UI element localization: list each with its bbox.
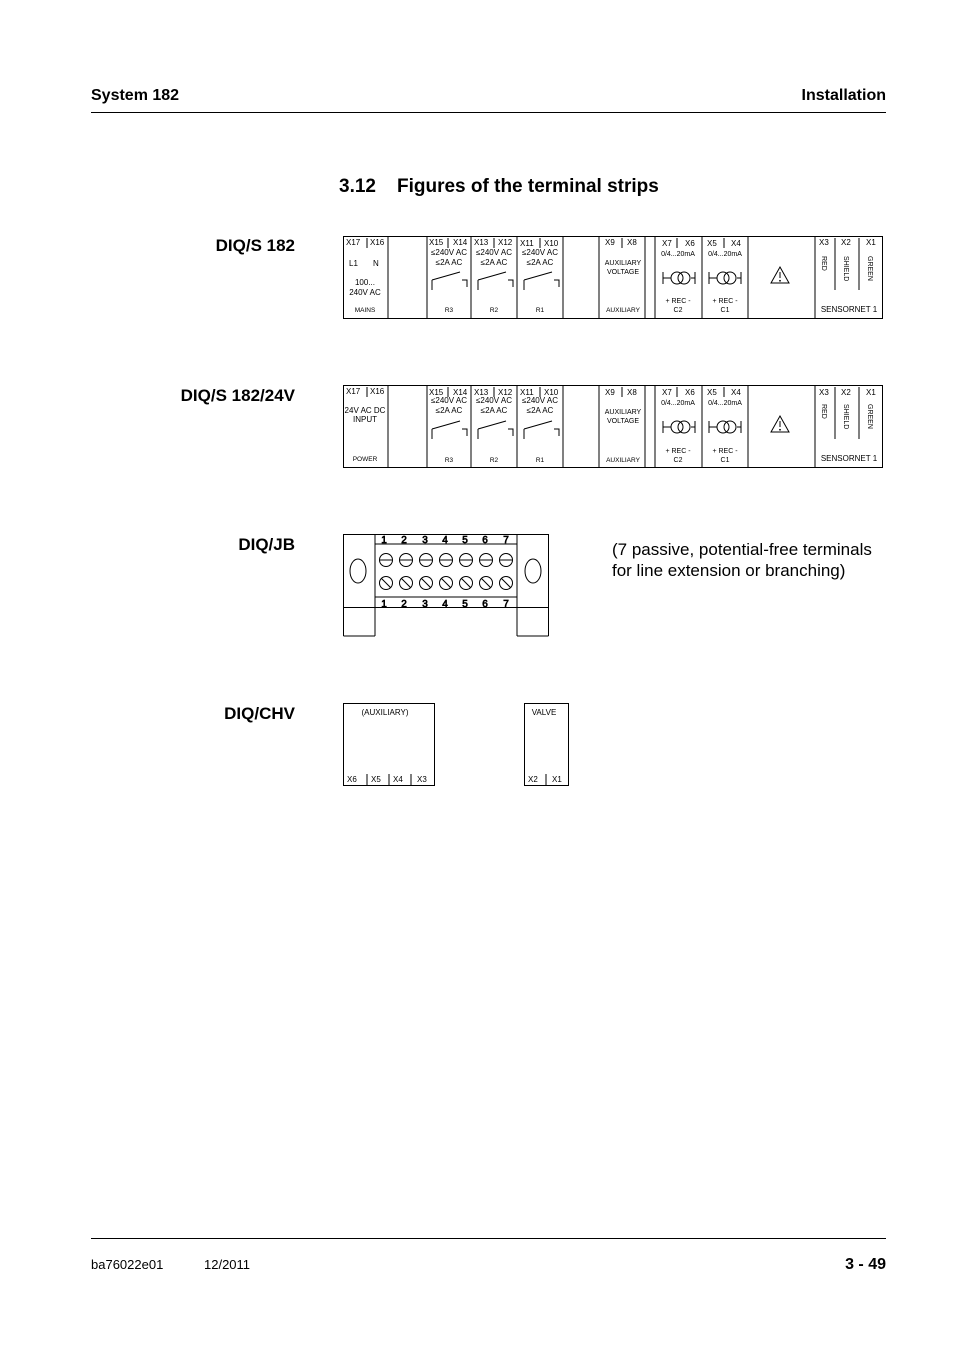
- s182-current-c2-range: 0/4...20mA: [661, 251, 695, 258]
- jb-top-terminal-2: 2: [401, 535, 407, 546]
- s182-current-c2-rec: + REC -: [665, 298, 691, 305]
- jb-note: [612, 539, 912, 581]
- s182-relay-r1-name: R1: [535, 307, 545, 314]
- s182-current-c1-range: 0/4...20mA: [708, 251, 742, 258]
- s24-sensornet-t3: X3: [819, 388, 829, 397]
- jb-top-terminal-7: 7: [503, 535, 509, 546]
- jb-bottom-terminal-5: 5: [462, 599, 468, 610]
- s24-current-c2-name: C2: [673, 457, 683, 464]
- s24-current-c1-name: C1: [720, 457, 730, 464]
- s182-sensornet-group: SENSORNET 1: [820, 305, 878, 314]
- s182-sensornet-t1: X1: [866, 238, 876, 247]
- s182-relay-r2-name: R2: [489, 307, 499, 314]
- jb-bottom-terminal-6: 6: [482, 599, 488, 610]
- jb-bottom-terminal-3: 3: [422, 599, 428, 610]
- s24-relay-r1-name: R1: [535, 457, 545, 464]
- s182-power-t2: X16: [370, 238, 385, 247]
- footer-date: 12/2011: [204, 1257, 251, 1272]
- s182-current-c2-name: C2: [673, 307, 683, 314]
- chv-valve-title: VALVE: [531, 708, 557, 717]
- s24-relay-r2-current: ≤2A AC: [480, 406, 508, 415]
- s24-sensornet-t1: X1: [866, 388, 876, 397]
- s182-sensornet-red: RED: [820, 256, 827, 271]
- jb-top-terminal-3: 3: [422, 535, 428, 546]
- s24-aux-group: AUXILIARY: [606, 457, 640, 464]
- s24-power-t2: X16: [370, 387, 385, 396]
- s24-relay-r1-voltage: ≤240V AC: [522, 396, 558, 405]
- s24-power-line1: 24V AC DC: [344, 406, 386, 415]
- s24-relay-r1-tb: X10: [544, 388, 559, 397]
- chv-aux-title: (AUXILIARY): [361, 708, 409, 717]
- jb-bottom-terminal-7: 7: [503, 599, 509, 610]
- s24-current-c2-ta: X7: [662, 388, 672, 397]
- s24-sensornet-group: SENSORNET 1: [820, 454, 878, 463]
- section-title-text: Figures of the terminal strips: [397, 176, 659, 197]
- jb-bottom-terminal-2: 2: [401, 599, 407, 610]
- header-left: System 182: [91, 87, 180, 104]
- terminal-strip-s182-24v: [343, 385, 884, 469]
- s182-relay-r2-tb: X12: [498, 238, 513, 247]
- s24-power-line2: INPUT: [353, 415, 377, 424]
- s24-aux-line1: AUXILIARY: [604, 409, 642, 416]
- s182-relay-r1-ta: X11: [520, 239, 534, 248]
- s24-sensornet-green: GREEN: [866, 404, 873, 429]
- jb-note-line2: for line extension or branching): [612, 561, 846, 580]
- page-number: 3 - 49: [845, 1256, 886, 1273]
- device-label-s182: DIQ/S 182: [215, 236, 295, 255]
- s182-aux-t2: X8: [627, 238, 637, 247]
- s24-aux-line2: VOLTAGE: [606, 418, 640, 425]
- s24-aux-t2: X8: [627, 388, 637, 397]
- s182-aux-line1: AUXILIARY: [604, 260, 642, 267]
- s182-power-n: N: [373, 259, 379, 268]
- s24-relay-r1-current: ≤2A AC: [526, 406, 554, 415]
- s182-relay-r1-current: ≤2A AC: [526, 258, 554, 267]
- jb-top-terminal-6: 6: [482, 535, 488, 546]
- s182-relay-r2-current: ≤2A AC: [480, 258, 508, 267]
- chv-aux-terminal-x4: X4: [393, 775, 403, 784]
- s182-relay-r3-voltage: ≤240V AC: [431, 248, 467, 257]
- s182-power-spec1: 100...: [354, 278, 376, 287]
- s24-relay-r3-current: ≤2A AC: [435, 406, 463, 415]
- s182-aux-line2: VOLTAGE: [606, 269, 640, 276]
- s24-aux-t1: X9: [605, 388, 615, 397]
- s24-relay-r2-ta: X13: [474, 388, 489, 397]
- s182-aux-group: AUXILIARY: [606, 307, 640, 314]
- s24-sensornet-red: RED: [820, 404, 827, 419]
- s24-relay-r3-tb: X14: [453, 388, 468, 397]
- device-label-chv: DIQ/CHV: [224, 704, 295, 723]
- s182-power-l1: L1: [349, 259, 358, 268]
- s182-sensornet-shield: SHIELD: [842, 256, 849, 282]
- section-title: [339, 176, 659, 198]
- s182-relay-r2-ta: X13: [474, 238, 489, 247]
- s182-relay-r3-name: R3: [444, 307, 454, 314]
- s24-current-c1-rec: + REC -: [712, 448, 738, 455]
- jb-top-terminal-5: 5: [462, 535, 468, 546]
- s24-relay-r3-voltage: ≤240V AC: [431, 396, 467, 405]
- s182-power-t1: X17: [346, 238, 361, 247]
- chv-aux-terminal-x3: X3: [417, 775, 427, 784]
- s24-current-c2-range: 0/4...20mA: [661, 400, 695, 407]
- jb-note-line1: (7 passive, potential-free terminals: [612, 540, 872, 559]
- s182-current-c1-ta: X5: [707, 239, 717, 248]
- s182-current-c1-rec: + REC -: [712, 298, 738, 305]
- s24-relay-r2-voltage: ≤240V AC: [476, 396, 512, 405]
- chv-valve-terminal-x1: X1: [552, 775, 562, 784]
- s182-sensornet-green: GREEN: [866, 256, 873, 281]
- chv-aux-terminal-x6: X6: [347, 775, 357, 784]
- s24-relay-r3-name: R3: [444, 457, 454, 464]
- s182-relay-r2-voltage: ≤240V AC: [476, 248, 512, 257]
- s182-current-c2-ta: X7: [662, 239, 672, 248]
- jb-bottom-terminal-1: 1: [381, 599, 387, 610]
- chv-valve-terminal-x2: X2: [528, 775, 538, 784]
- s182-relay-r3-current: ≤2A AC: [435, 258, 463, 267]
- jb-top-terminal-4: 4: [442, 535, 448, 546]
- s182-current-c1-tb: X4: [731, 239, 741, 248]
- footer-doc-number: ba76022e01: [91, 1257, 164, 1272]
- chv-aux-terminal-x5: X5: [371, 775, 381, 784]
- footer-rule: [91, 1238, 886, 1239]
- device-label-jb: DIQ/JB: [238, 535, 295, 554]
- section-number: 3.12: [339, 176, 376, 197]
- s24-relay-r1-ta: X11: [520, 388, 534, 397]
- jb-bottom-terminal-4: 4: [442, 599, 448, 610]
- header-right: Installation: [801, 87, 886, 104]
- s182-relay-r1-voltage: ≤240V AC: [522, 248, 558, 257]
- s182-aux-t1: X9: [605, 238, 615, 247]
- s182-current-c1-name: C1: [720, 307, 730, 314]
- s182-current-c2-tb: X6: [685, 239, 695, 248]
- s24-power-t1: X17: [346, 387, 361, 396]
- s182-sensornet-t3: X3: [819, 238, 829, 247]
- s24-current-c1-tb: X4: [731, 388, 741, 397]
- s24-relay-r3-ta: X15: [429, 388, 444, 397]
- s24-relay-r2-tb: X12: [498, 388, 513, 397]
- s24-power-group: POWER: [352, 456, 378, 463]
- s24-current-c2-rec: + REC -: [665, 448, 691, 455]
- header-rule: [91, 112, 886, 113]
- terminal-strip-chv: [343, 703, 571, 789]
- junction-box-jb: [343, 534, 550, 638]
- s182-power-group: MAINS: [354, 307, 376, 314]
- device-label-s182-24v: DIQ/S 182/24V: [180, 386, 295, 405]
- s182-sensornet-t2: X2: [841, 238, 851, 247]
- jb-top-terminal-1: 1: [381, 535, 387, 546]
- s24-current-c2-tb: X6: [685, 388, 695, 397]
- s24-current-c1-ta: X5: [707, 388, 717, 397]
- s182-relay-r3-tb: X14: [453, 238, 468, 247]
- s182-power-spec2: 240V AC: [349, 288, 381, 297]
- s182-relay-r1-tb: X10: [544, 239, 559, 248]
- s24-sensornet-shield: SHIELD: [842, 404, 849, 430]
- s24-relay-r2-name: R2: [489, 457, 499, 464]
- s24-sensornet-t2: X2: [841, 388, 851, 397]
- s24-current-c1-range: 0/4...20mA: [708, 400, 742, 407]
- terminal-strip-s182: [343, 236, 884, 320]
- s182-relay-r3-ta: X15: [429, 238, 444, 247]
